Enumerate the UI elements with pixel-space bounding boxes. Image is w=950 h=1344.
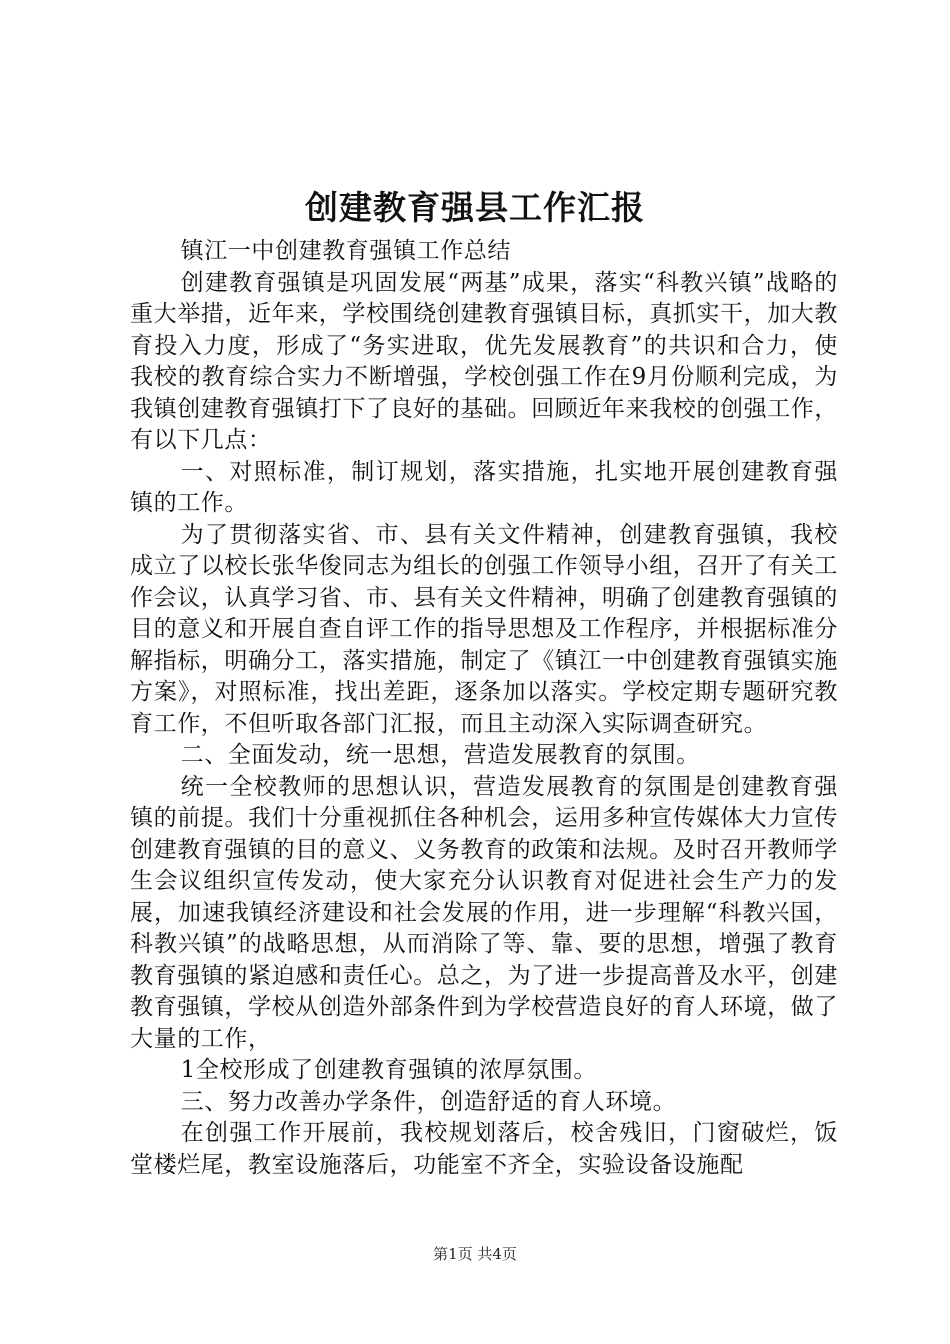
paragraph-subtitle: 镇江一中创建教育强镇工作总结 — [180, 238, 511, 264]
paragraph: 创建教育强镇是巩固发展“两基”成果，落实“科教兴镇”战略的重大举措，近年来，学校围绕创建教育强镇目标，真抓实干，加大教育投入力度，形成了“务实进取，优先发展教育”的共识和合力，使我校的教育综合实力不断增强，学校创强工作在9月份顺利完成，为我镇创建教育强镇打下了良好的基础。回顾近年来我校的创强工作，有以下几点： — [130, 269, 838, 453]
section-heading: 二、全面发动，统一思想，营造发展教育的氛围。 — [180, 742, 700, 768]
section-heading: 一、对照标准，制订规划，落实措施，扎实地开展创建教育强镇的工作。 — [130, 458, 838, 516]
document-title: 创建教育强县工作汇报 — [305, 188, 645, 227]
paragraph: 为了贯彻落实省、市、县有关文件精神，创建教育强镇，我校成立了以校长张华俊同志为组长的创强工作领导小组，召开了有关工作会议，认真学习省、市、县有关文件精神，明确了创建教育强镇的目的意义和开展自查自评工作的指导思想及工作程序，并根据标准分解指标，明确分工，落实措施，制定了《镇江一中创建教育强镇实施方案》，对照标准，找出差距，逐条加以落实。学校定期专题研究教育工作，不但听取各部门汇报，而且主动深入实际调查研究。 — [130, 521, 838, 737]
paragraph: 统一全校教师的思想认识，营造发展教育的氛围是创建教育强镇的前提。我们十分重视抓住各种机会，运用多种宣传媒体大力宣传创建教育强镇的目的意义、义务教育的政策和法规。及时召开教师学生会议组织宣传发动，使大家充分认识教育对促进社会生产力的发展，加速我镇经济建设和社会发展的作用，进一步理解“科教兴国，科教兴镇”的战略思想，从而消除了等、靠、要的思想，增强了教育教育强镇的紧迫感和责任心。总之，为了进一步提高普及水平，创建教育强镇，学校从创造外部条件到为学校营造良好的育人环境，做了大量的工作， — [130, 773, 838, 1052]
section-heading: 三、努力改善办学条件，创造舒适的育人环境。 — [180, 1088, 677, 1115]
paragraph: 1全校形成了创建教育强镇的浓厚氛围。 — [180, 1057, 598, 1083]
page-number-footer: 第1页 共4页 — [433, 1245, 517, 1263]
document-body — [130, 236, 838, 1181]
paragraph: 在创强工作开展前，我校规划落后，校舍残旧，门窗破烂，饭堂楼烂尾，教室设施落后，功能室不齐全，实验设备设施配 — [130, 1120, 838, 1178]
